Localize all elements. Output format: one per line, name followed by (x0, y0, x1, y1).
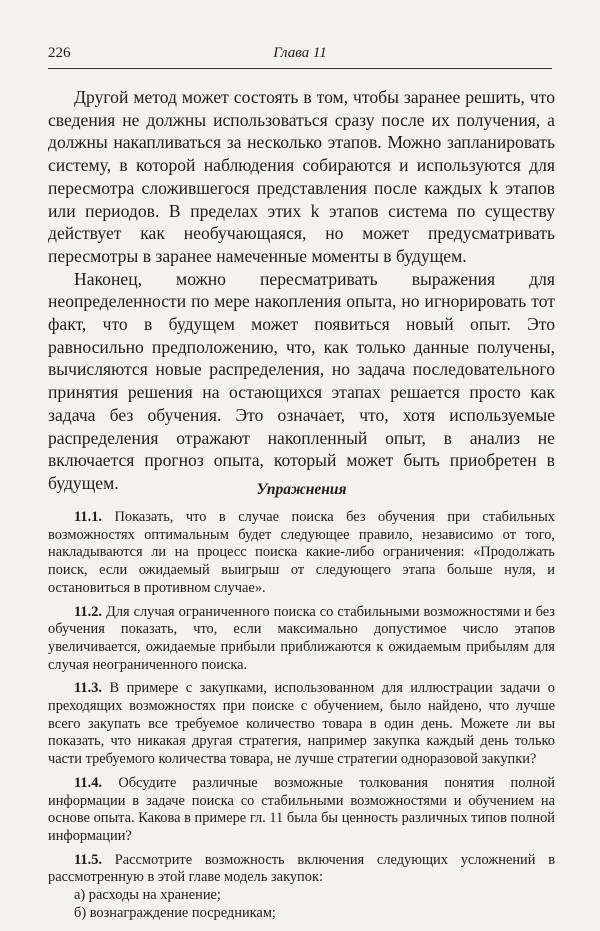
exercise-item (48, 604, 555, 675)
exercise-text: В примере с закупками, использованном для иллюстрации задачи о преходящих возможностях при поиске с обучением, было найдено, что лучше всего закупать все требуемое количество товара в один день. Можете ли вы показать, что никакая другая стратегия, например закупка каждый день только части требуемого количества товара, не лучше стратегии одноразовой закупки? (48, 680, 555, 768)
paragraph: Другой метод может состоять в том, чтобы заранее решить, что сведения не должны использоваться сразу после их получения, а должны накапливаться за несколько этапов. Можно запланировать систему, в которой наблюдения собираются и используются для пересмотра сложившегося представления после каждых k этапов или периодов. В пределах этих k этапов система по существу действует как необучающаяся, но может предусматривать пересмотры в заранее намеченные моменты в будущем. (48, 87, 555, 266)
header-rule (48, 68, 552, 69)
exercise-number: 11.5. (74, 851, 102, 868)
exercise-text: Рассмотрите возможность включения следующих усложнений в рассмотренную в этой главе модель закупок: (48, 851, 555, 886)
exercise-text: Показать, что в случае поиска без обучения при стабильных возможностях оптимальным будет следующее правило, независимо от того, накладываются ли на процесс поиска какие-либо ограничения: «Продолжать поиск, если ожидаемый выигрыш от следующего этапа больше нуля, и остановиться в противном случае». (48, 509, 555, 596)
exercise-number: 11.4. (74, 774, 102, 791)
exercise-text: Обсудите различные возможные толкования понятия полной информации в задаче поиска со стабильными возможностями и обучением на основе опыта. Какова в примере гл. 11 была бы ценность различных типов полной информации? (48, 774, 555, 844)
exercise-number: 11.3. (74, 680, 102, 697)
page-number: 226 (48, 45, 71, 61)
sub-item: а) расходы на хранение; (74, 887, 221, 904)
chapter-title: Глава 11 (273, 45, 327, 61)
exercises-list (48, 509, 555, 922)
exercise-number: 11.2. (74, 603, 102, 620)
exercise-item (48, 852, 555, 887)
exercise-item (48, 775, 555, 846)
exercise-item (48, 509, 555, 598)
exercises-heading: Упражнения (256, 481, 347, 498)
paragraph: Наконец, можно пересматривать выражения для неопределенности по мере накопления опыта, но игнорировать тот факт, что в будущем может появиться новый опыт. Это равносильно предположению, что, как только данные получены, вычисляются новые распределения, но задача последовательного принятия решения на остающихся этапах решается просто как задача без обучения. Это означает, что, хотя используемые распределения отражают накопленный опыт, в анализ не включается прогноз опыта, который может быть приобретен в будущем. (48, 268, 555, 493)
exercise-text: Для случая ограниченного поиска со стабильными возможностями и без обучения показать, что, если максимально допустимое число этапов увеличивается, ожидаемые прибыли приближаются к ожидаемым прибылям для случая неограниченного поиска. (48, 603, 555, 673)
exercise-item (48, 680, 555, 769)
sub-item: б) вознаграждение посредникам; (74, 904, 276, 921)
running-header (48, 45, 552, 67)
main-text (48, 86, 555, 495)
exercise-number: 11.1. (74, 509, 102, 525)
